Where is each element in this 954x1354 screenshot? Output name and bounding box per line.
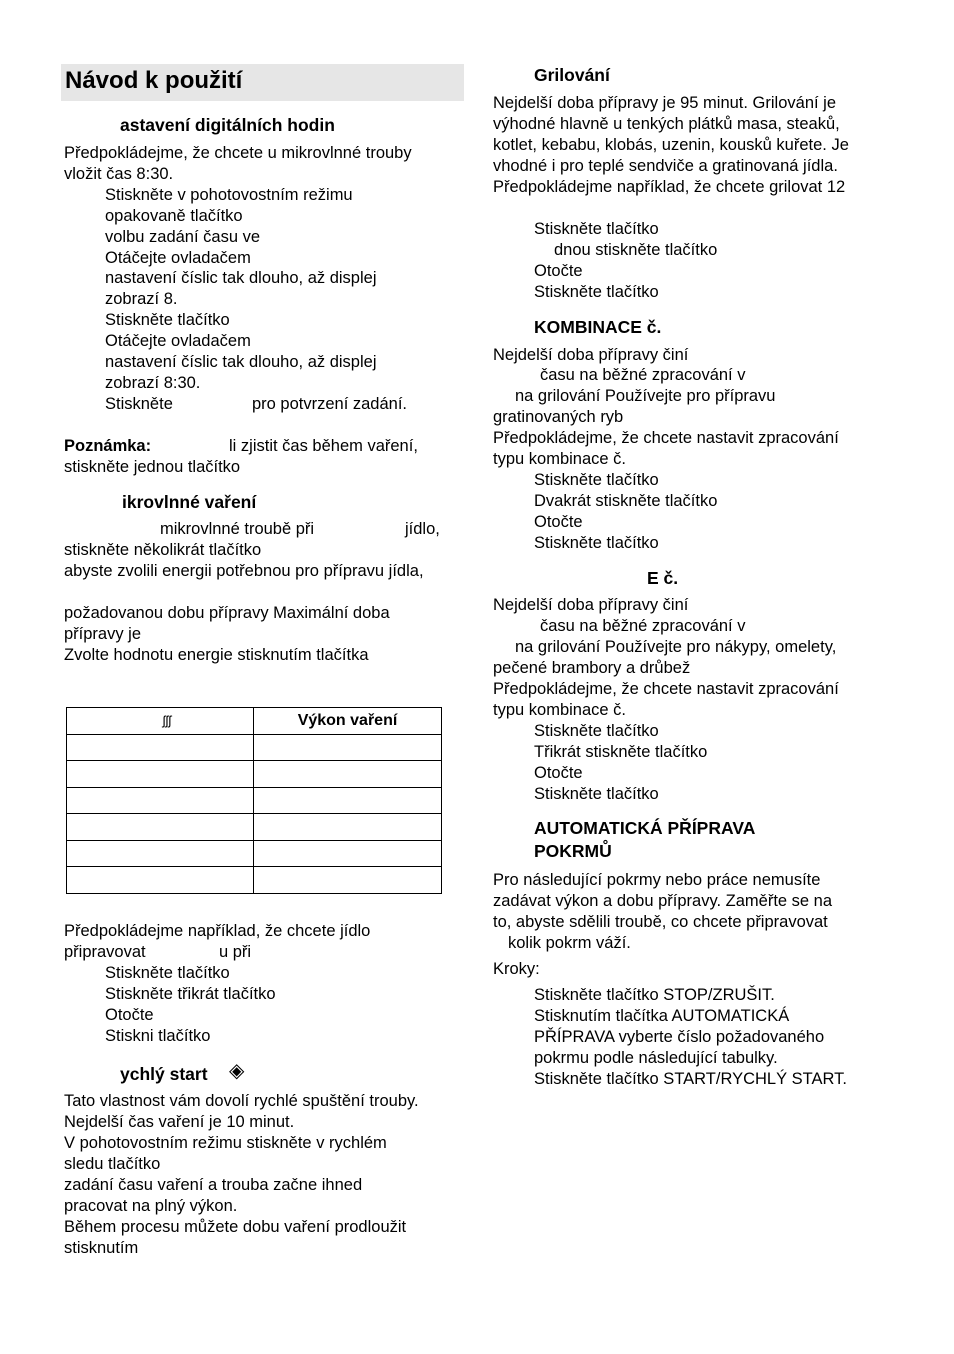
text-line: zadávat výkon a dobu přípravy. Zaměřte se na bbox=[493, 892, 833, 910]
text-line: Předpokládejme, že chcete u mikrovlnné trouby bbox=[64, 144, 412, 162]
text-line: Dvakrát stiskněte tlačítko bbox=[534, 492, 718, 510]
text-line: výhodné hlavně u tenkých plátků masa, steaků, bbox=[493, 115, 840, 133]
text-line: času na běžné zpracování v bbox=[540, 617, 746, 635]
text-line: připravovat bbox=[64, 943, 146, 961]
text-line: Kroky: bbox=[493, 960, 540, 978]
grill-heading: Grilování bbox=[534, 65, 610, 85]
text-line: to, abyste sdělili troubě, co chcete připravovat bbox=[493, 913, 828, 931]
text-line: Tato vlastnost vám dovolí rychlé spuštění trouby. bbox=[64, 1092, 419, 1110]
text-line: na grilování Používejte pro nákypy, omelety, bbox=[515, 638, 837, 656]
table-row bbox=[67, 867, 442, 894]
text-line: vložit čas 8:30. bbox=[64, 165, 174, 183]
text-line: pro potvrzení zadání. bbox=[252, 395, 408, 413]
combination-1-heading: KOMBINACE č. bbox=[534, 317, 662, 337]
text-line: pečené brambory a drůbež bbox=[493, 659, 691, 677]
text-line: Stiskněte tlačítko bbox=[534, 785, 659, 803]
text-line: Během procesu můžete dobu vaření prodloužit bbox=[64, 1218, 407, 1236]
text-line: pokrmu podle následující tabulky. bbox=[534, 1049, 778, 1067]
quick-start-heading: ychlý start bbox=[120, 1064, 208, 1084]
table-row bbox=[67, 814, 442, 841]
text-line: Otočte bbox=[534, 262, 583, 280]
text-line: li zjistit čas během vaření, bbox=[229, 437, 418, 455]
text-line: Stiskněte tlačítko bbox=[534, 471, 659, 489]
text-line: požadovanou dobu přípravy Maximální doba bbox=[64, 604, 390, 622]
text-line: Otáčejte ovladačem bbox=[105, 332, 251, 350]
table-cell bbox=[67, 761, 254, 788]
text-line: V pohotovostním režimu stiskněte v rychlém bbox=[64, 1134, 387, 1152]
text-line: kotlet, kebabu, klobás, uzenin, kousků kuřete. Je bbox=[493, 136, 849, 154]
microwave-heading: ikrovlnné vaření bbox=[122, 492, 257, 512]
text-line: Předpokládejme například, že chcete jídlo bbox=[64, 922, 371, 940]
table-cell bbox=[254, 787, 442, 814]
table-cell bbox=[67, 787, 254, 814]
text-line: Otočte bbox=[105, 1006, 154, 1024]
text-line: Stiskněte tlačítko bbox=[534, 534, 659, 552]
text-line: Stiskněte bbox=[105, 395, 173, 413]
text-line: Stiskněte tlačítko bbox=[534, 722, 659, 740]
text-line: Předpokládejme například, že chcete grilovat 12 bbox=[493, 178, 846, 196]
text-line: Stiskněte tlačítko START/RYCHLÝ START. bbox=[534, 1070, 847, 1088]
text-line: u při bbox=[219, 943, 252, 961]
table-cell bbox=[254, 734, 442, 761]
text-line: Stiskněte tlačítko bbox=[534, 220, 659, 238]
text-line: opakovaně tlačítko bbox=[105, 207, 243, 225]
auto-cook-heading: AUTOMATICKÁ PŘÍPRAVA bbox=[534, 818, 756, 838]
text-line: Nejdelší doba přípravy činí bbox=[493, 346, 689, 364]
text-line: Třikrát stiskněte tlačítko bbox=[534, 743, 708, 761]
table-cell bbox=[67, 867, 254, 894]
auto-cook-heading-line-2: POKRMŮ bbox=[534, 841, 612, 861]
text-line: pracovat na plný výkon. bbox=[64, 1197, 238, 1215]
table-header-power: Výkon vaření bbox=[254, 708, 442, 735]
text-line: na grilování Používejte pro přípravu bbox=[515, 387, 776, 405]
text-line: Stiskněte tlačítko STOP/ZRUŠIT. bbox=[534, 986, 775, 1004]
table-header-row bbox=[67, 708, 442, 735]
text-line: Stiskněte tlačítko bbox=[534, 283, 659, 301]
note-label: Poznámka: bbox=[64, 437, 152, 455]
text-line: Stiskněte v pohotovostním režimu bbox=[105, 186, 353, 204]
text-line: Otočte bbox=[534, 764, 583, 782]
text-line: Otočte bbox=[534, 513, 583, 531]
title-bar bbox=[61, 64, 464, 101]
table-cell bbox=[254, 867, 442, 894]
text-line: vhodné i pro teplé sendviče a gratinovaná jídla. bbox=[493, 157, 838, 175]
table-row bbox=[67, 787, 442, 814]
text-line: PŘÍPRAVA vyberte číslo požadovaného bbox=[534, 1028, 825, 1046]
text-line: zobrazí 8:30. bbox=[105, 374, 201, 392]
text-line: zadání času vaření a trouba začne ihned bbox=[64, 1176, 363, 1194]
table-cell bbox=[67, 734, 254, 761]
text-line: Nejdelší čas vaření je 10 minut. bbox=[64, 1113, 295, 1131]
power-table bbox=[66, 707, 442, 894]
text-line: nastavení číslic tak dlouho, až displej bbox=[105, 269, 377, 287]
table-cell bbox=[254, 814, 442, 841]
text-line: jídlo, bbox=[405, 520, 440, 538]
text-line: Nejdelší doba přípravy je 95 minut. Grilování je bbox=[493, 94, 837, 112]
text-line: stiskněte jednou tlačítko bbox=[64, 458, 241, 476]
text-line: nastavení číslic tak dlouho, až displej bbox=[105, 353, 377, 371]
text-line: Stiskněte tlačítko bbox=[105, 964, 230, 982]
text-line: zobrazí 8. bbox=[105, 290, 178, 308]
table-cell bbox=[67, 840, 254, 867]
heat-waves-icon: ʃʃʃ bbox=[162, 712, 172, 728]
text-line: dnou stiskněte tlačítko bbox=[554, 241, 718, 259]
text-line: Předpokládejme, že chcete nastavit zpracování bbox=[493, 680, 839, 698]
text-line: Pro následující pokrmy nebo práce nemusíte bbox=[493, 871, 821, 889]
text-line: Stiskni tlačítko bbox=[105, 1027, 211, 1045]
text-line: Nejdelší doba přípravy činí bbox=[493, 596, 689, 614]
table-row bbox=[67, 761, 442, 788]
table-cell bbox=[67, 814, 254, 841]
text-line: volbu zadání času ve bbox=[105, 228, 261, 246]
quick-start-icon: ◈ bbox=[229, 1060, 245, 1082]
text-line: přípravy je bbox=[64, 625, 142, 643]
text-line: Otáčejte ovladačem bbox=[105, 249, 251, 267]
table-cell bbox=[254, 840, 442, 867]
text-line: Předpokládejme, že chcete nastavit zpracování bbox=[493, 429, 839, 447]
combination-2-heading: E č. bbox=[647, 568, 679, 588]
table-row bbox=[67, 840, 442, 867]
text-line: typu kombinace č. bbox=[493, 450, 626, 468]
table-row bbox=[67, 734, 442, 761]
text-line: gratinovaných ryb bbox=[493, 408, 624, 426]
text-line: Zvolte hodnotu energie stisknutím tlačítka bbox=[64, 646, 369, 664]
text-line: Stiskněte třikrát tlačítko bbox=[105, 985, 276, 1003]
table-cell bbox=[254, 761, 442, 788]
text-line: sledu tlačítko bbox=[64, 1155, 161, 1173]
text-line: stiskněte několikrát tlačítko bbox=[64, 541, 262, 559]
text-line: Stisknutím tlačítka AUTOMATICKÁ bbox=[534, 1007, 790, 1025]
text-line: abyste zvolili energii potřebnou pro přípravu jídla, bbox=[64, 562, 424, 580]
text-line: stisknutím bbox=[64, 1239, 139, 1257]
page-title: Návod k použití bbox=[65, 67, 243, 94]
text-line: Stiskněte tlačítko bbox=[105, 311, 230, 329]
text-line: typu kombinace č. bbox=[493, 701, 626, 719]
text-line: kolik pokrm váží. bbox=[508, 934, 631, 952]
clock-heading: astavení digitálních hodin bbox=[120, 115, 335, 135]
text-line: času na běžné zpracování v bbox=[540, 366, 746, 384]
table-header-icon-cell bbox=[67, 708, 254, 735]
text-line: mikrovlnné troubě při bbox=[160, 520, 315, 538]
